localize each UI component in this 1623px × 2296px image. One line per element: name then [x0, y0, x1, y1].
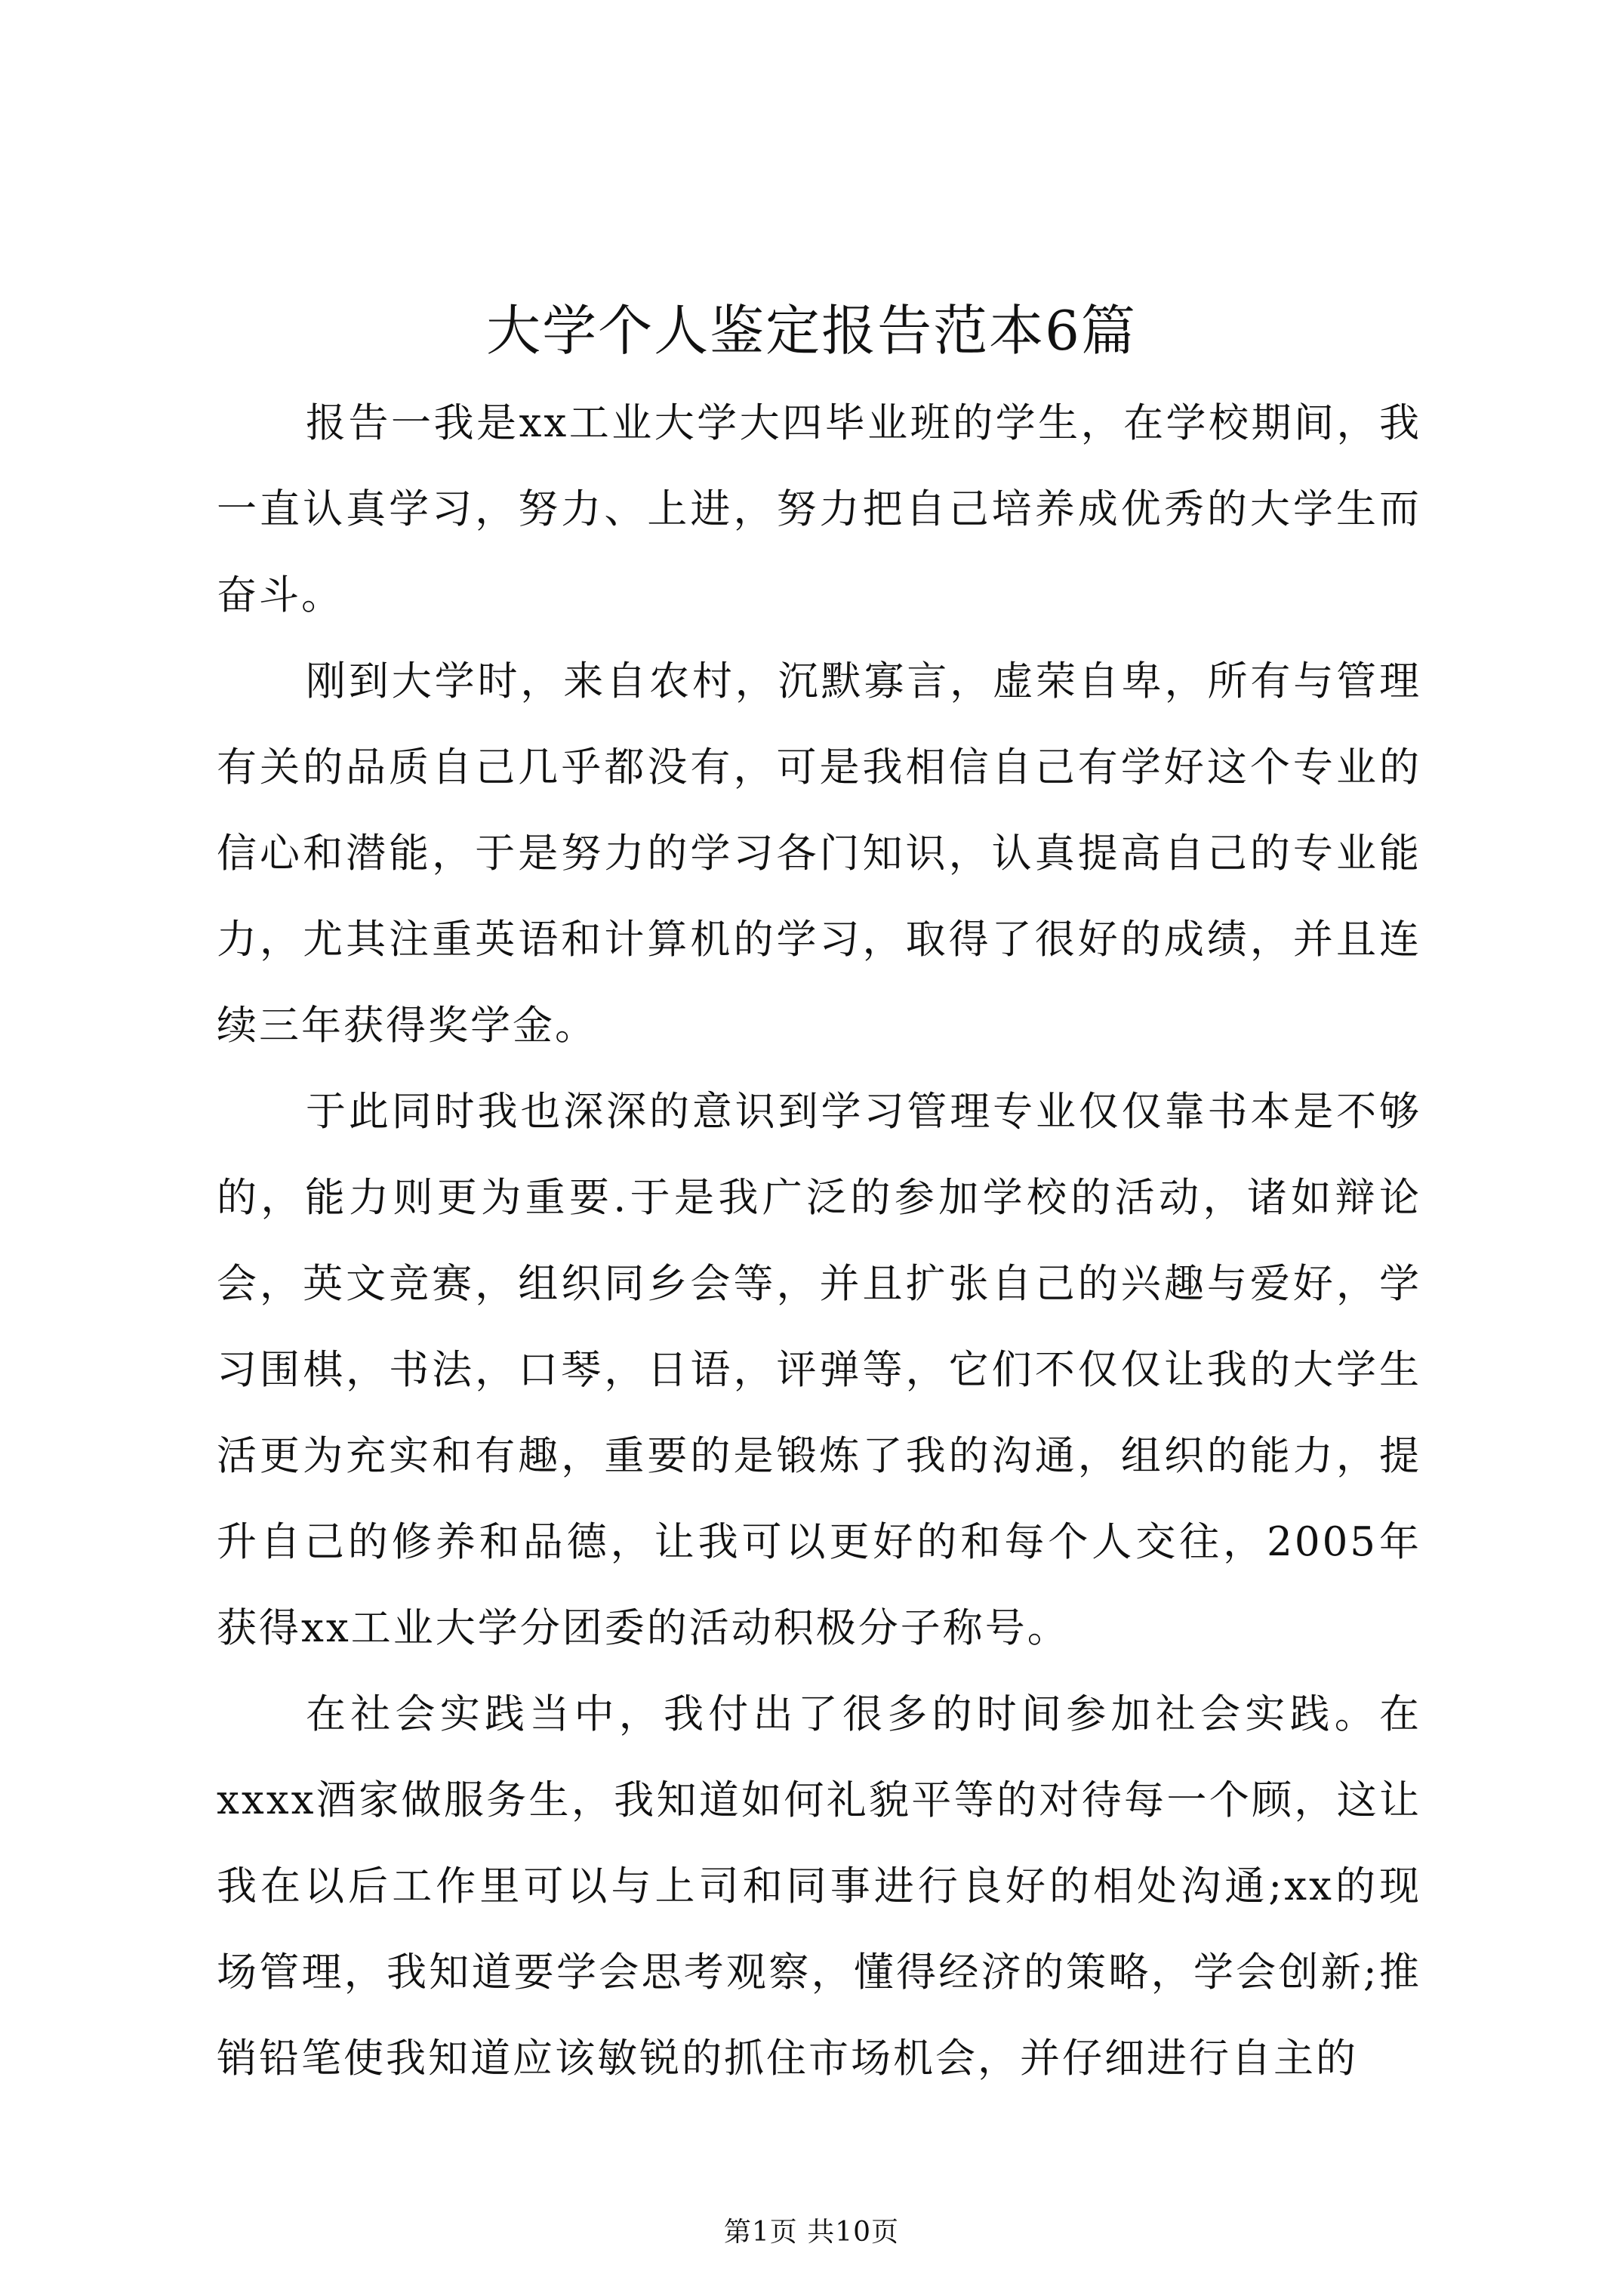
- document-body: [217, 381, 1421, 2102]
- document-title: 大学个人鉴定报告范本6篇: [486, 299, 1137, 362]
- paragraph-3: 于此同时我也深深的意识到学习管理专业仅仅靠书本是不够的，能力则更为重要.于是我广泛的参加学校的活动，诸如辩论会，英文竞赛，组织同乡会等，并且扩张自己的兴趣与爱好，学习围棋，书法，口琴，日语，评弹等，它们不仅仅让我的大学生活更为充实和有趣，重要的是锻炼了我的沟通，组织的能力，提升自己的修养和品德，让我可以更好的和每个人交往，2005年获得xx工业大学分团委的活动积极分子称号。: [217, 1089, 1421, 1651]
- paragraph-1: 报告一我是xx工业大学大四毕业班的学生，在学校期间，我一直认真学习，努力、上进，努力把自己培养成优秀的大学生而奋斗。: [217, 400, 1421, 618]
- paragraph-2: 刚到大学时，来自农村，沉默寡言，虚荣自卑，所有与管理有关的品质自己几乎都没有，可是我相信自己有学好这个专业的信心和潜能，于是努力的学习各门知识，认真提高自己的专业能力，尤其注重英语和计算机的学习，取得了很好的成绩，并且连续三年获得奖学金。: [217, 658, 1421, 1049]
- page-footer: 第1页 共10页: [723, 2217, 900, 2248]
- paragraph-4: 在社会实践当中，我付出了很多的时间参加社会实践。在xxxx酒家做服务生，我知道如何礼貌平等的对待每一个顾，这让我在以后工作里可以与上司和同事进行良好的相处沟通;xx的现场管理，我知道要学会思考观察，懂得经济的策略，学会创新;推销铅笔使我知道应该敏锐的抓住市场机会，并仔细进行自主的: [217, 1691, 1421, 2082]
